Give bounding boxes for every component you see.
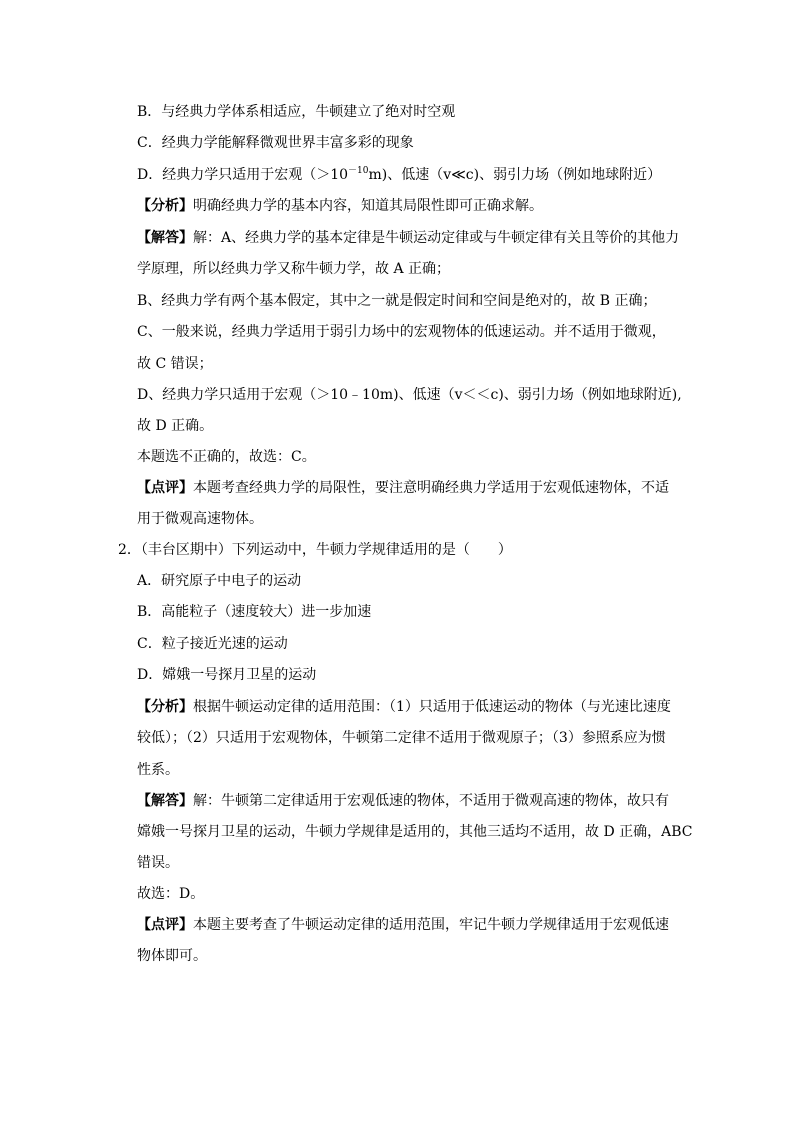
q1-solution-line xyxy=(137,228,679,248)
q1-solution-line: 故 C 错误； xyxy=(137,356,213,372)
q2-analysis-line: 性系。 xyxy=(137,762,179,778)
q2-solution-line: 错误。 xyxy=(137,855,179,871)
q1-solution-line: D、经典力学只适用于宏观（＞10﹣10m)、低速（v＜＜c)、弱引力场（例如地球附近), xyxy=(137,387,682,403)
q2-analysis-text: 根据牛顿运动定律的适用范围：（1）只适用于低速运动的物体（与光速比速度 xyxy=(193,699,671,715)
q2-solution-line: 故选：D。 xyxy=(137,886,205,902)
q1-solution-line: 本题选不正确的，故选：C。 xyxy=(137,449,316,465)
q1-solution-line: 故 D 正确。 xyxy=(137,418,214,434)
q2-option-b: B．高能粒子（速度较大）进一步加速 xyxy=(137,604,372,620)
q2-solution xyxy=(137,791,669,811)
q2-analysis-line: 较低）；（2）只适用于宏观物体，牛顿第二定律不适用于微观原子；（3）参照系应为惯 xyxy=(137,730,666,746)
q2-option-d: D．嫦娥一号探月卫星的运动 xyxy=(137,667,317,683)
q1-option-d-exponent: －10 xyxy=(348,166,369,176)
q1-solution-text: 解：A、经典力学的基本定律是牛顿运动定律或与牛顿定律有关且等价的其他力 xyxy=(193,230,680,246)
q1-solution-line: C、一般来说，经典力学适用于弱引力场中的宏观物体的低速运动。并不适用于微观， xyxy=(137,324,666,340)
q1-option-d-pre: D．经典力学只适用于宏观（＞10 xyxy=(137,167,349,183)
q1-option-d-post: m)、低速（v≪c)、弱引力场（例如地球附近） xyxy=(368,167,662,183)
q1-solution-line: 学原理，所以经典力学又称牛顿力学，故 A 正确； xyxy=(137,261,451,277)
q1-option-d xyxy=(137,165,661,185)
comment-tag: 【点评】 xyxy=(137,480,193,496)
q1-option-b: B．与经典力学体系相适应，牛顿建立了绝对时空观 xyxy=(137,104,456,120)
solution-tag: 【解答】 xyxy=(137,793,193,809)
q2-analysis xyxy=(137,697,671,717)
q2-comment-text: 本题主要考查了牛顿运动定律的适用范围，牢记牛顿力学规律适用于宏观低速 xyxy=(193,917,669,933)
q2-option-c: C．粒子接近光速的运动 xyxy=(137,636,288,652)
q2-solution-line: 嫦娥一号探月卫星的运动，牛顿力学规律是适用的，其他三适均不适用，故 D 正确，ABC xyxy=(137,824,693,840)
q1-analysis-text: 明确经典力学的基本内容，知道其局限性即可正确求解。 xyxy=(193,198,543,214)
q2-solution-text: 解：牛顿第二定律适用于宏观低速的物体，不适用于微观高速的物体，故只有 xyxy=(193,793,669,809)
solution-tag: 【解答】 xyxy=(137,230,193,246)
analysis-tag: 【分析】 xyxy=(137,198,193,214)
q2-option-a: A．研究原子中电子的运动 xyxy=(137,573,302,589)
q1-comment-text: 本题考查经典力学的局限性，要注意明确经典力学适用于宏观低速物体，不适 xyxy=(193,480,669,496)
q1-analysis xyxy=(137,196,543,216)
q1-option-c: C．经典力学能解释微观世界丰富多彩的现象 xyxy=(137,135,414,151)
analysis-tag: 【分析】 xyxy=(137,699,193,715)
q2-comment xyxy=(137,915,669,935)
q1-solution-line: B、经典力学有两个基本假定，其中之一就是假定时间和空间是绝对的，故 B 正确； xyxy=(137,293,657,309)
q1-comment-line: 用于微观高速物体。 xyxy=(137,511,263,527)
comment-tag: 【点评】 xyxy=(137,917,193,933)
q2-stem: 2．（丰台区期中）下列运动中，牛顿力学规律适用的是（ ） xyxy=(118,542,512,558)
q1-comment xyxy=(137,478,669,498)
q2-comment-line: 物体即可。 xyxy=(137,948,207,964)
